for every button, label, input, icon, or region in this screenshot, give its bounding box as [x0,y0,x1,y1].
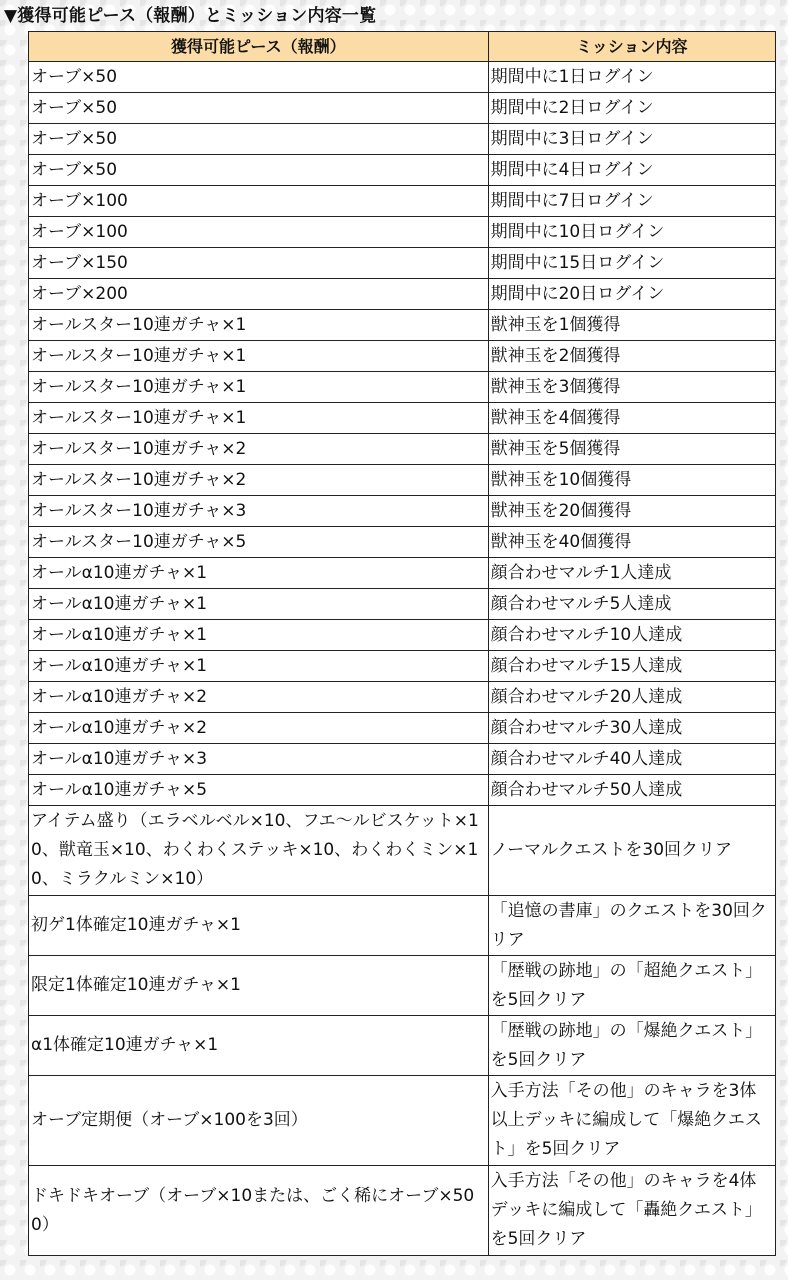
table-row [29,806,776,896]
mission-cell: 期間中に15日ログイン [488,248,775,279]
reward-cell: オールα10連ガチャ×1 [29,558,489,589]
table-row [29,620,776,651]
reward-cell: オールスター10連ガチャ×1 [29,372,489,403]
reward-cell: オールα10連ガチャ×1 [29,589,489,620]
mission-cell: 獣神玉を4個獲得 [488,403,775,434]
mission-cell: 期間中に1日ログイン [488,62,775,93]
reward-cell: オールスター10連ガチャ×5 [29,527,489,558]
table-row [29,1076,776,1166]
reward-cell: オーブ×50 [29,93,489,124]
reward-cell: オーブ定期便（オーブ×100を3回） [29,1076,489,1166]
reward-cell: オーブ×200 [29,279,489,310]
mission-cell: 期間中に2日ログイン [488,93,775,124]
mission-column-header: ミッション内容 [488,32,775,62]
mission-cell: 顔合わせマルチ50人達成 [488,775,775,806]
mission-cell: 顔合わせマルチ40人達成 [488,744,775,775]
reward-column-header: 獲得可能ピース（報酬） [29,32,489,62]
mission-cell: 顔合わせマルチ15人達成 [488,651,775,682]
table-row [29,775,776,806]
mission-cell: 顔合わせマルチ30人達成 [488,713,775,744]
mission-cell: 獣神玉を40個獲得 [488,527,775,558]
table-row [29,434,776,465]
reward-cell: オールα10連ガチャ×1 [29,651,489,682]
reward-cell: アイテム盛り（エラベルベル×10、フエ〜ルビスケット×10、獣竜玉×10、わくわくステッキ×10、わくわくミン×10、ミラクルミン×10） [29,806,489,896]
table-row [29,155,776,186]
table-row [29,589,776,620]
mission-cell: 獣神玉を3個獲得 [488,372,775,403]
table-row [29,310,776,341]
reward-cell: オールスター10連ガチャ×1 [29,403,489,434]
table-row [29,527,776,558]
reward-cell: オールスター10連ガチャ×1 [29,310,489,341]
table-row [29,186,776,217]
mission-cell: 期間中に10日ログイン [488,217,775,248]
table-row [29,744,776,775]
table-row [29,403,776,434]
mission-cell: 顔合わせマルチ10人達成 [488,620,775,651]
reward-cell: オールスター10連ガチャ×2 [29,465,489,496]
reward-cell: オーブ×50 [29,124,489,155]
mission-cell: 入手方法「その他」のキャラを3体以上デッキに編成して「爆絶クエスト」を5回クリア [488,1076,775,1166]
mission-cell: 「歴戦の跡地」の「超絶クエスト」を5回クリア [488,956,775,1016]
mission-cell: 獣神玉を1個獲得 [488,310,775,341]
reward-cell: オーブ×50 [29,155,489,186]
table-row [29,93,776,124]
table-row [29,956,776,1016]
table-header-row [29,32,776,62]
reward-cell: 初ゲ1体確定10連ガチャ×1 [29,896,489,956]
mission-cell: 「歴戦の跡地」の「爆絶クエスト」を5回クリア [488,1016,775,1076]
mission-cell: 期間中に3日ログイン [488,124,775,155]
mission-cell: 顔合わせマルチ1人達成 [488,558,775,589]
mission-cell: 入手方法「その他」のキャラを4体デッキに編成して「轟絶クエスト」を5回クリア [488,1166,775,1256]
mission-cell: 獣神玉を10個獲得 [488,465,775,496]
table-row [29,217,776,248]
reward-cell: オーブ×100 [29,186,489,217]
reward-cell: オールα10連ガチャ×3 [29,744,489,775]
table-row [29,248,776,279]
mission-cell: 期間中に4日ログイン [488,155,775,186]
reward-cell: オールスター10連ガチャ×1 [29,341,489,372]
table-row [29,558,776,589]
reward-cell: オーブ×100 [29,217,489,248]
page-title: ▼獲得可能ピース（報酬）とミッション内容一覧 [4,6,377,26]
reward-cell: オールスター10連ガチャ×2 [29,434,489,465]
reward-cell: オールα10連ガチャ×2 [29,713,489,744]
reward-cell: オーブ×150 [29,248,489,279]
table-row [29,713,776,744]
table-row [29,682,776,713]
reward-mission-table [28,31,776,1256]
reward-cell: オールα10連ガチャ×1 [29,620,489,651]
mission-cell: 顔合わせマルチ20人達成 [488,682,775,713]
table-row [29,465,776,496]
mission-cell: 獣神玉を5個獲得 [488,434,775,465]
mission-cell: 「追憶の書庫」のクエストを30回クリア [488,896,775,956]
reward-cell: ドキドキオーブ（オーブ×10または、ごく稀にオーブ×500） [29,1166,489,1256]
reward-cell: α1体確定10連ガチャ×1 [29,1016,489,1076]
table-row [29,372,776,403]
table-row [29,341,776,372]
mission-cell: 獣神玉を2個獲得 [488,341,775,372]
reward-cell: オールα10連ガチャ×2 [29,682,489,713]
table-row [29,1166,776,1256]
table-row [29,496,776,527]
mission-cell: 顔合わせマルチ5人達成 [488,589,775,620]
table-row [29,62,776,93]
reward-cell: オールスター10連ガチャ×3 [29,496,489,527]
table-row [29,1016,776,1076]
table-row [29,124,776,155]
mission-cell: 獣神玉を20個獲得 [488,496,775,527]
table-row [29,279,776,310]
reward-cell: オーブ×50 [29,62,489,93]
mission-cell: 期間中に20日ログイン [488,279,775,310]
table-row [29,896,776,956]
reward-cell: 限定1体確定10連ガチャ×1 [29,956,489,1016]
mission-cell: ノーマルクエストを30回クリア [488,806,775,896]
reward-cell: オールα10連ガチャ×5 [29,775,489,806]
table-row [29,651,776,682]
mission-cell: 期間中に7日ログイン [488,186,775,217]
